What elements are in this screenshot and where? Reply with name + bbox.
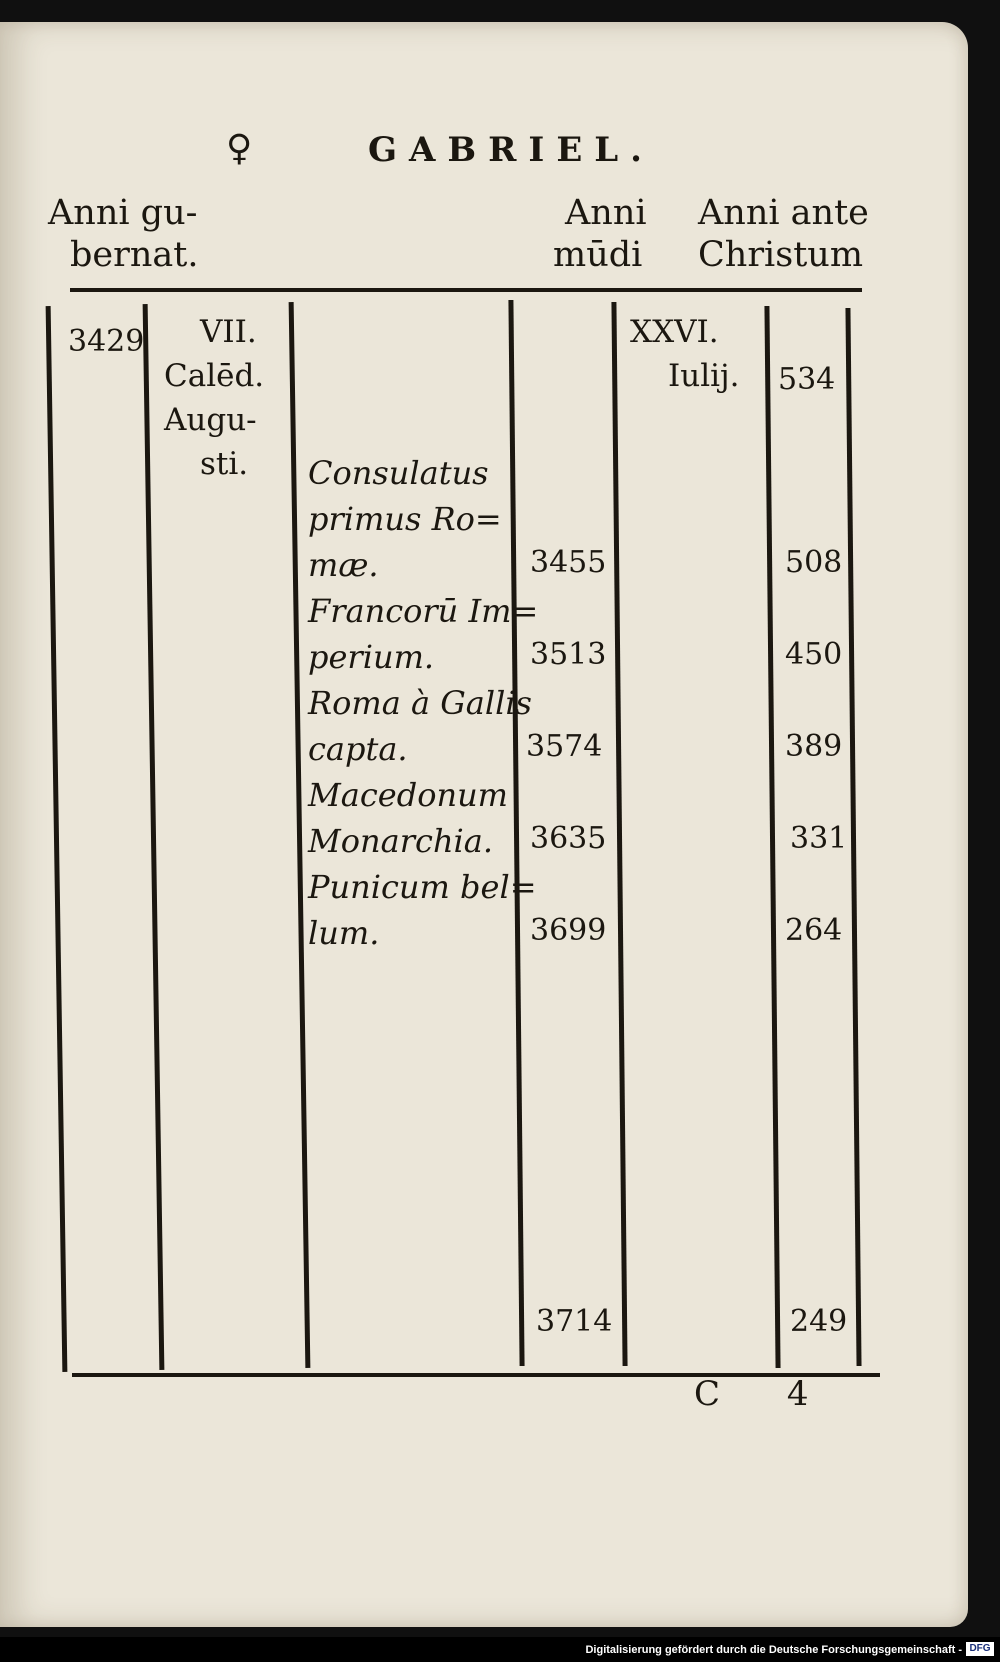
anni-ante-first: 534 (778, 362, 836, 397)
venus-symbol-icon: ♀ (226, 128, 253, 169)
anni-mundi-value: 3699 (530, 913, 607, 948)
anni-mundi-value: 3635 (530, 821, 607, 856)
anni-mundi-value: 3574 (526, 729, 603, 764)
anni-ante-value: 508 (785, 545, 843, 580)
header-anni-mundi: Anni mūdi (553, 193, 647, 275)
header-anni-gubernat: Anni gu- bernat. (48, 193, 199, 275)
anni-gubernat-value: 3429 (68, 324, 145, 359)
anni-ante-value: 450 (785, 637, 843, 672)
anni-ante-value: 389 (785, 729, 843, 764)
anni-mundi-final: 3714 (536, 1304, 613, 1339)
event-entry-roma: Roma à Gallis capta. (308, 684, 532, 768)
event-entry-francorum: Francorū Im= perium. (308, 592, 539, 676)
dfg-logo: DFG (966, 1642, 994, 1656)
date-cell-left: VII. Calēd. Augu- sti. (164, 314, 265, 482)
event-entry-consulatus: Consulatus primus Ro= mæ. (308, 454, 502, 584)
signature-mark: C 4 (694, 1374, 837, 1414)
event-entry-punicum: Punicum bel= lum. (308, 868, 537, 952)
anni-ante-final: 249 (790, 1304, 848, 1339)
date-cell-right: XXVI. Iulij. (630, 314, 740, 394)
running-head-title: GABRIEL. (368, 130, 654, 170)
anni-mundi-value: 3455 (530, 545, 607, 580)
footer-credit: Digitalisierung gefördert durch die Deutsche Forschungsgemeinschaft - (585, 1644, 962, 1656)
anni-ante-value: 331 (790, 821, 848, 856)
event-entry-macedonum: Macedonum Monarchia. (308, 776, 509, 860)
anni-mundi-value: 3513 (530, 637, 607, 672)
header-anni-ante-christum: Anni ante Christum (698, 193, 869, 275)
table-top-rule (70, 288, 862, 292)
anni-ante-value: 264 (785, 913, 843, 948)
